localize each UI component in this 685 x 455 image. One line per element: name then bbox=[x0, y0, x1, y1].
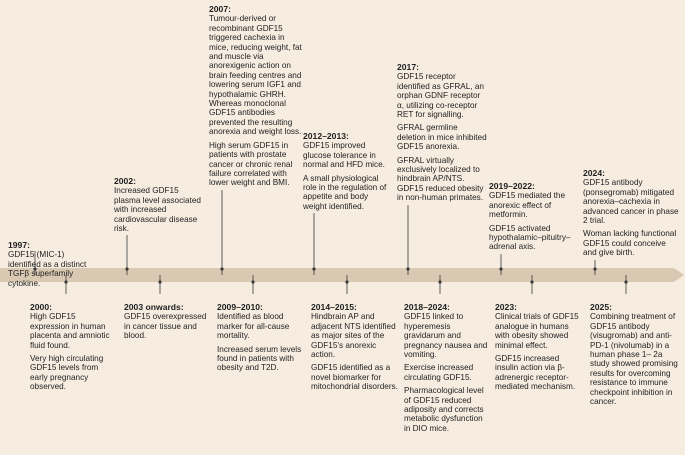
timeline-tick-dot bbox=[530, 280, 533, 283]
timeline-event-above bbox=[489, 182, 577, 252]
event-description: GDF15 receptor identified as GFRAL, an orphan GDNF receptor α, utilizing co-receptor RET for signalling. bbox=[397, 72, 484, 120]
event-description: Woman lacking functional GDF15 could conceive and give birth. bbox=[583, 229, 677, 258]
event-description: GDF15 mediated the anorexic effect of metformin. bbox=[489, 191, 566, 220]
event-year: 2014–2015: bbox=[311, 302, 357, 312]
event-description: Tumour-derived or recombinant GDF15 triggered cachexia in mice, reducing weight, fat and muscle via anorexigenic action on brain feeding centres and lowering serum IGF1 and hypothalamic GHRH. Whereas monoclonal GDF15 antibodies prevented the resulting anorexia and weight loss. bbox=[209, 14, 302, 137]
event-year: 2018–2024: bbox=[404, 302, 450, 312]
event-description: GDF15 (MIC-1) identified as a distinct TGFβ superfamily cytokine. bbox=[8, 250, 87, 288]
event-description: Identified as blood marker for all-cause mortality. bbox=[217, 312, 290, 341]
event-year: 2009–2010: bbox=[217, 302, 263, 312]
timeline-event-below bbox=[124, 303, 212, 341]
event-year: 2024: bbox=[583, 168, 605, 178]
event-year: 1997: bbox=[8, 240, 30, 250]
event-description: Clinical trials of GDF15 analogue in humans with obesity showed minimal effect. bbox=[495, 312, 579, 350]
event-description: Very high circulating GDF15 levels from early pregnancy observed. bbox=[30, 354, 104, 392]
timeline-tick-dot bbox=[345, 280, 348, 283]
timeline-tick-dot bbox=[406, 267, 409, 270]
event-description: A small physiological role in the regulation of appetite and body weight identified. bbox=[303, 173, 387, 211]
timeline-tick-dot bbox=[438, 280, 441, 283]
timeline-tick-dot bbox=[312, 267, 315, 270]
timeline-event-below bbox=[404, 303, 490, 433]
event-year: 2025: bbox=[590, 302, 612, 312]
event-description: GDF15 increased insulin action via β-adrenergic receptor-mediated mechanism. bbox=[495, 354, 576, 392]
timeline-event-above bbox=[397, 63, 487, 203]
timeline-event-above bbox=[8, 241, 96, 288]
timeline-arrow-bar bbox=[0, 268, 684, 282]
event-description: Combining treatment of GDF15 antibody (visugromab) and anti-PD-1 (nivolumab) in a human phase 1– 2a study showed promising results for overcoming resistance to immune checkpoint inhibition in cancer. bbox=[590, 312, 678, 407]
timeline-event-above bbox=[209, 5, 304, 188]
timeline-event-below bbox=[311, 303, 399, 392]
timeline-tick-dot bbox=[251, 280, 254, 283]
timeline-tick-dot bbox=[125, 267, 128, 270]
event-description: Pharmacological level of GDF15 reduced adiposity and corrects metabolic dysfunction in DIO mice. bbox=[404, 386, 484, 433]
timeline-event-below bbox=[590, 303, 684, 406]
event-description: GFRAL germline deletion in mice inhibited GDF15 anorexia. bbox=[397, 123, 487, 152]
event-year: 2003 onwards: bbox=[124, 302, 184, 312]
timeline-tick-dot bbox=[593, 267, 596, 270]
event-description: Increased GDF15 plasma level associated with increased cardiovascular disease risk. bbox=[114, 186, 201, 234]
event-year: 2023: bbox=[495, 302, 517, 312]
timeline-tick-dot bbox=[499, 267, 502, 270]
event-description: GDF15 antibody (ponsegromab) mitigated anorexia–cachexia in advanced cancer in phase 2 trial. bbox=[583, 178, 679, 226]
event-year: 2012–2013: bbox=[303, 131, 349, 141]
event-year: 2000: bbox=[30, 302, 52, 312]
timeline-event-above bbox=[114, 177, 206, 233]
event-description: Increased serum levels found in patients with obesity and T2D. bbox=[217, 344, 302, 373]
event-description: GDF15 identified as a novel biomarker for mitochondrial disorders. bbox=[311, 363, 398, 392]
event-description: High serum GDF15 in patients with prostate cancer or chronic renal failure correlated with lower weight and BMI. bbox=[209, 140, 293, 188]
timeline-event-below bbox=[495, 303, 579, 392]
timeline-tick-dot bbox=[220, 267, 223, 270]
event-description: Hindbrain AP and adjacent NTS identified as major sites of the GDF15's anorexic action. bbox=[311, 312, 396, 360]
timeline-event-below bbox=[217, 303, 303, 373]
event-description: GFRAL virtually exclusively localized to hindbrain AP/NTS. GDF15 reduced obesity in non-human primates. bbox=[397, 155, 484, 203]
event-description: GDF15 activated hypothalamic–pituitry–adrenal axis. bbox=[489, 223, 571, 252]
event-description: High GDF15 expression in human placenta and amniotic fluid found. bbox=[30, 312, 110, 350]
timeline-tick-dot bbox=[158, 280, 161, 283]
event-description: Exercise increased circulating GDF15. bbox=[404, 363, 474, 382]
event-description: GDF15 linked to hyperemesis gravidarum and pregnancy nausea and vomiting. bbox=[404, 312, 488, 360]
timeline-tick-dot bbox=[624, 280, 627, 283]
timeline-event-above bbox=[583, 169, 679, 258]
timeline-event-below bbox=[30, 303, 112, 392]
event-description: GDF15 improved glucose tolerance in normal and HFD mice. bbox=[303, 141, 385, 170]
timeline-event-above bbox=[303, 132, 391, 211]
event-year: 2019–2022: bbox=[489, 181, 535, 191]
event-description: GDF15 overexpressed in cancer tissue and blood. bbox=[124, 312, 207, 341]
event-year: 2002: bbox=[114, 176, 136, 186]
event-year: 2017: bbox=[397, 62, 419, 72]
event-year: 2007: bbox=[209, 4, 231, 14]
